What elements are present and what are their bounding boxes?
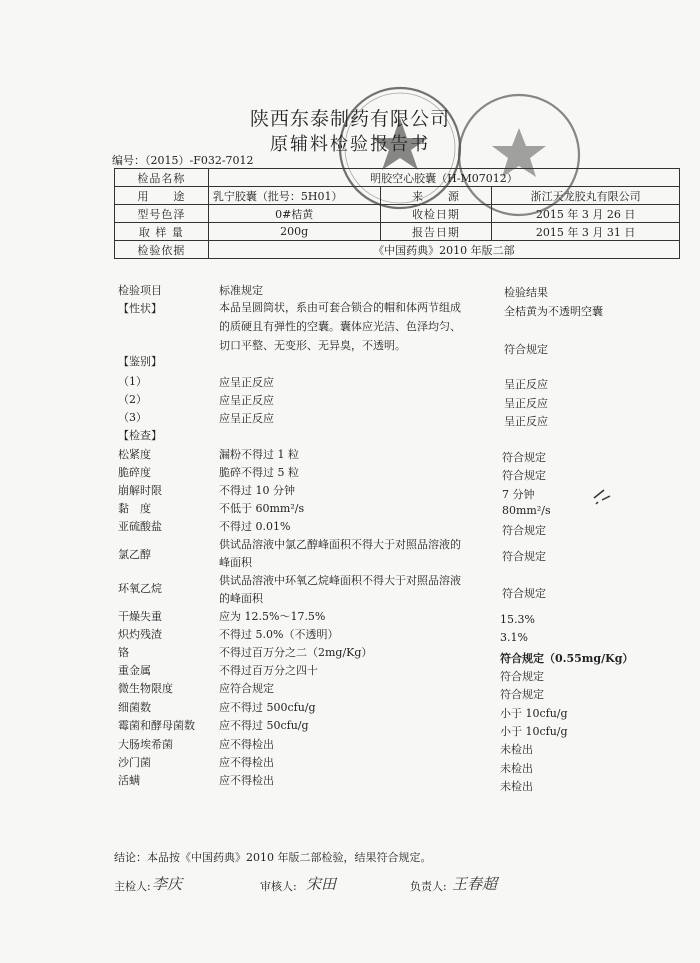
row-item: 亚硫酸盐 [118,520,162,533]
row-item: 【检查】 [118,429,162,442]
report-date-value: 2015 年 3 月 31 日 [492,223,680,241]
basis-value: 《中国药典》2010 年版二部 [208,241,679,259]
row-result: 符合规定 [500,688,544,701]
company-name: 陕西东泰制药有限公司 [249,108,450,130]
report-title: 原辅料检验报告书 [270,134,430,155]
row-item: 炽灼残渣 [118,628,162,641]
model-label: 型号色泽 [115,205,209,223]
row-standard: 本品呈圆筒状，系由可套合锁合的帽和体两节组成 [219,301,461,314]
row-result: 7 分钟 [502,488,535,501]
inspector-label: 主检人: [114,880,151,893]
row-item: 铬 [118,646,129,659]
row-item: 微生物限度 [118,682,173,695]
sample-value: 200g [208,223,380,241]
row-standard: 应不得过 50cfu/g [219,719,309,732]
row-result: 3.1% [500,631,528,644]
row-item: 氯乙醇 [118,548,151,561]
document-number: 编号：（2015）-F032-7012 [112,154,254,167]
conclusion: 结论：本品按《中国药典》2010 年版二部检验，结果符合规定。 [114,851,432,864]
row-result: 符合规定 [502,587,546,600]
row-result: 呈正反应 [504,415,548,428]
row-result: 未检出 [500,762,533,775]
row-standard: 不得过 5.0%（不透明） [219,628,339,641]
row-standard: 应不得检出 [219,738,274,751]
row-item: 【鉴别】 [118,355,162,368]
received-value: 2015 年 3 月 26 日 [492,205,680,223]
row-standard: 应为 12.5%～17.5% [219,610,326,623]
row-standard: 应呈正反应 [219,412,274,425]
sample-label: 取 样 量 [115,223,209,241]
report-date-label: 报告日期 [380,223,492,241]
row-result: 符合规定 [502,469,546,482]
row-standard: 不得过百万分之二（2mg/Kg） [219,646,373,659]
row-standard: 供试品溶液中环氧乙烷峰面积不得大于对照品溶液 [219,574,461,587]
row-result: 呈正反应 [504,378,548,391]
row-standard: 不得过百万分之四十 [219,664,318,677]
row-standard: 供试品溶液中氯乙醇峰面积不得大于对照品溶液的 [219,538,461,551]
source-label: 来 源 [380,187,492,205]
row-item: 【性状】 [118,302,162,315]
row-standard: 应呈正反应 [219,376,274,389]
row-item: 活螨 [118,774,140,787]
model-value: 0#桔黄 [208,205,380,223]
row-standard: 应不得检出 [219,774,274,787]
row-result: 呈正反应 [504,397,548,410]
usage-label: 用 途 [115,187,209,205]
row-item: 黏 度 [118,502,151,515]
row-result: 80mm²/s [502,504,551,517]
row-result: 符合规定 [502,550,546,563]
row-item: 干燥失重 [118,610,162,623]
row-result: 符合规定 [500,670,544,683]
row-item: 崩解时限 [118,484,162,497]
row-item: 松紧度 [118,448,151,461]
row-item: 霉菌和酵母菌数 [118,719,195,732]
row-result: 小于 10cfu/g [500,707,568,720]
item-name-value: 明胶空心胶囊（H-M07012） [208,169,679,187]
row-standard: 应符合规定 [219,682,274,695]
basis-label: 检验依据 [115,241,209,259]
row-result: 符合规定 [502,451,546,464]
row-item: （3） [118,411,147,424]
column-standard-header: 标准规定 [219,284,263,297]
row-standard: 峰面积 [219,556,252,569]
source-value: 浙江天龙胶丸有限公司 [492,187,680,205]
row-standard: 切口平整、无变形、无异臭，不透明。 [219,339,406,352]
row-standard: 的峰面积 [219,592,263,605]
row-result: 符合规定 [502,524,546,537]
received-label: 收检日期 [380,205,492,223]
responsible-signature: 王春超 [452,875,498,893]
row-item: 沙门菌 [118,756,151,769]
item-name-label: 检品名称 [115,169,209,187]
row-standard: 的质硬且有弹性的空囊。囊体应光洁、色泽均匀、 [219,320,461,333]
row-item: 细菌数 [118,701,151,714]
row-standard: 不低于 60mm²/s [219,502,305,515]
row-item: （2） [118,393,147,406]
row-item: 重金属 [118,664,151,677]
row-item: 大肠埃希菌 [118,738,173,751]
row-item: （1） [118,375,147,388]
row-result: 15.3% [500,613,535,626]
row-standard: 应不得检出 [219,756,274,769]
row-standard: 应呈正反应 [219,394,274,407]
row-result: 未检出 [500,743,533,756]
usage-value: 乳宁胶囊（批号：5H01） [208,187,380,205]
row-result: 符合规定（0.55mg/Kg） [500,652,634,665]
row-item: 环氧乙烷 [118,582,162,595]
column-result-header: 检验结果 [504,286,548,299]
row-standard: 漏粉不得过 1 粒 [219,448,299,461]
reviewer-label: 审核人: [260,880,297,893]
column-item-header: 检验项目 [118,284,162,297]
row-standard: 应不得过 500cfu/g [219,701,316,714]
row-standard: 脆碎不得过 5 粒 [219,466,299,479]
inspector-signature: 李庆 [152,875,183,893]
responsible-label: 负责人: [410,880,447,893]
row-result: 全桔黄为不透明空囊 [504,305,603,318]
scan-mark-icon [590,480,620,510]
row-standard: 不得过 0.01% [219,520,291,533]
info-table [114,168,680,259]
reviewer-signature: 宋田 [306,875,337,893]
row-result: 符合规定 [504,343,548,356]
row-result: 小于 10cfu/g [500,725,568,738]
row-standard: 不得过 10 分钟 [219,484,295,497]
row-item: 脆碎度 [118,466,151,479]
row-result: 未检出 [500,780,533,793]
